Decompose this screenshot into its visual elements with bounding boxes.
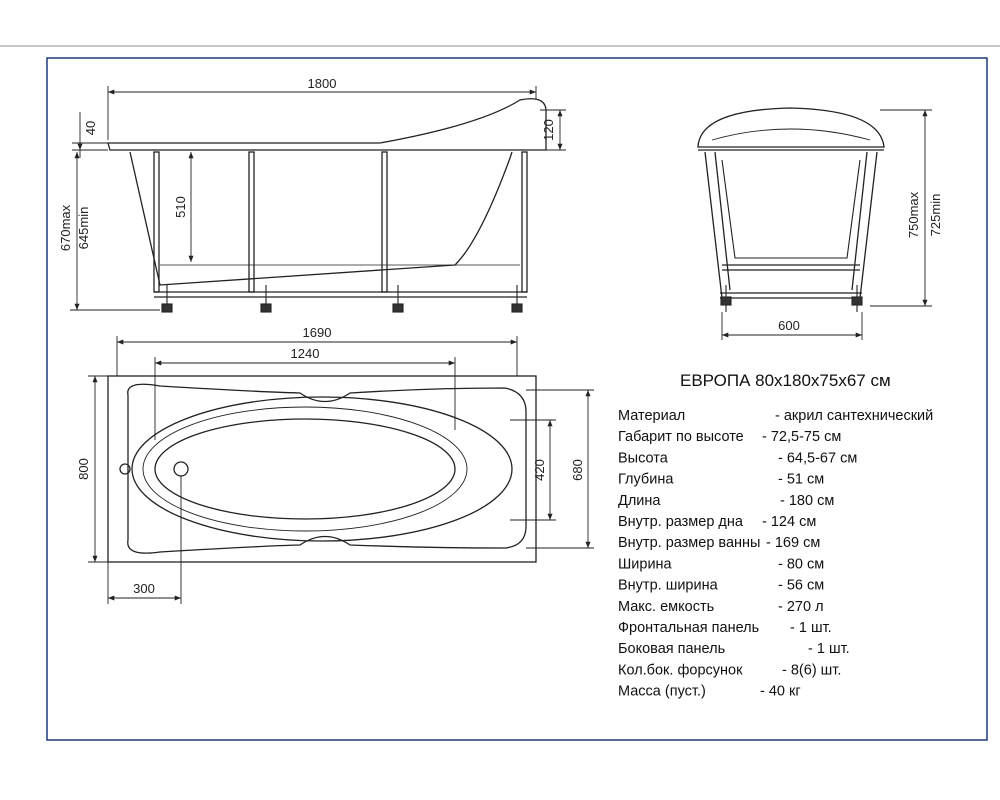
dim-end-height-max: 750max bbox=[906, 191, 921, 239]
spec-label: Боковая панель bbox=[618, 641, 726, 658]
spec-label: Внутр. размер дна bbox=[618, 514, 743, 530]
spec-value: - 80 см bbox=[778, 556, 825, 573]
spec-label: Кол.бок. форсунок bbox=[618, 662, 743, 679]
spec-row bbox=[618, 535, 820, 551]
spec-row bbox=[618, 684, 801, 700]
spec-label: Длина bbox=[618, 492, 661, 509]
spec-label: Глубина bbox=[618, 471, 674, 488]
spec-label: Масса (пуст.) bbox=[618, 683, 706, 700]
dim-drain-offset: 300 bbox=[133, 581, 155, 596]
spec-value: - 169 см bbox=[766, 535, 821, 552]
top-view bbox=[108, 376, 536, 562]
spec-value: - 124 см bbox=[762, 514, 817, 530]
spec-label: Внутр. размер ванны bbox=[618, 535, 761, 552]
end-view bbox=[698, 108, 884, 312]
dim-inner-width: 680 bbox=[570, 459, 585, 481]
dim-rim: 40 bbox=[83, 120, 98, 136]
dim-end-height-min: 725min bbox=[928, 193, 943, 237]
spec-label: Внутр. ширина bbox=[618, 577, 718, 594]
dim-inner-depth: 510 bbox=[173, 196, 188, 218]
spec-value: - 1 шт. bbox=[790, 620, 832, 636]
side-view-dimensions bbox=[70, 86, 566, 310]
dim-length: 1800 bbox=[307, 76, 337, 91]
end-view-dimensions bbox=[722, 110, 932, 340]
dim-bottom-length: 1240 bbox=[290, 346, 320, 361]
spec-label: Высота bbox=[618, 450, 668, 467]
spec-value: - 1 шт. bbox=[808, 641, 850, 658]
dim-top-width: 800 bbox=[76, 458, 91, 480]
spec-value: - 72,5-75 см bbox=[762, 429, 842, 446]
dim-back-height: 120 bbox=[541, 119, 556, 141]
spec-value: - 51 см bbox=[778, 471, 825, 488]
dim-inner-length: 1690 bbox=[302, 325, 332, 340]
spec-value: - 180 см bbox=[780, 492, 835, 509]
spec-label: Материал bbox=[618, 408, 686, 424]
dim-end-width: 600 bbox=[778, 318, 800, 333]
dim-height-max: 670max bbox=[58, 204, 73, 252]
spec-table bbox=[618, 408, 933, 700]
spec-row bbox=[618, 599, 824, 615]
spec-label: Ширина bbox=[618, 556, 672, 573]
spec-row bbox=[618, 620, 832, 636]
spec-row bbox=[618, 641, 850, 657]
spec-row bbox=[618, 514, 816, 530]
spec-label: Фронтальная панель bbox=[618, 620, 760, 636]
spec-row bbox=[618, 408, 933, 424]
spec-value: - 270 л bbox=[778, 598, 824, 615]
dim-height-min: 645min bbox=[76, 206, 91, 250]
sheet-frame bbox=[47, 58, 987, 740]
spec-row bbox=[618, 662, 841, 678]
spec-label: Габарит по высоте bbox=[618, 429, 744, 446]
spec-value: - 40 кг bbox=[760, 683, 801, 700]
spec-label: Макс. емкость bbox=[618, 598, 715, 615]
spec-value: - 56 см bbox=[778, 577, 825, 594]
dim-bottom-width: 420 bbox=[532, 459, 547, 481]
spec-value: - 8(6) шт. bbox=[782, 662, 842, 679]
spec-value: - акрил сантехнический bbox=[775, 408, 934, 424]
spec-row bbox=[618, 578, 824, 594]
spec-row bbox=[618, 450, 857, 466]
spec-row bbox=[618, 556, 824, 572]
spec-row bbox=[618, 493, 834, 509]
spec-row bbox=[618, 472, 824, 488]
spec-row bbox=[618, 429, 841, 445]
spec-value: - 64,5-67 см bbox=[778, 450, 858, 467]
spec-title: ЕВРОПА 80x180x75x67 см bbox=[680, 371, 891, 390]
